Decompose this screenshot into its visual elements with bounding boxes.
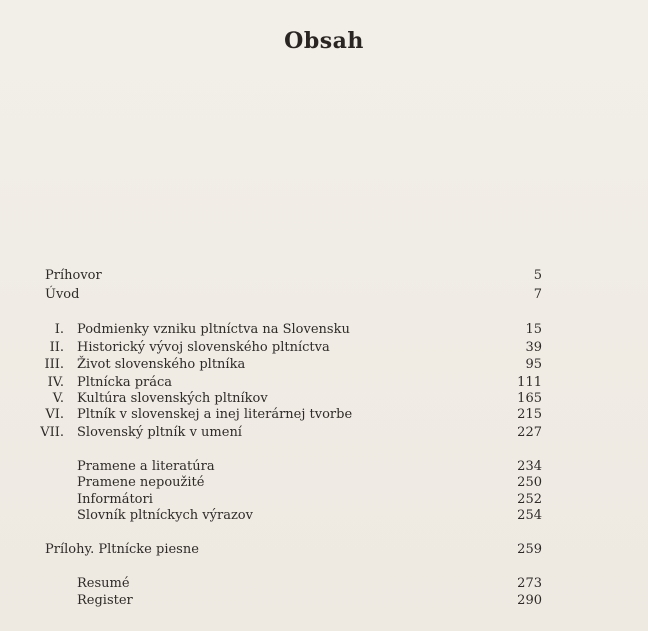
toc-entry-label: Slovník pltníckych výrazov <box>77 508 253 523</box>
toc-entry <box>0 474 648 492</box>
toc-entry-page: 95 <box>525 357 542 372</box>
toc-entry-label: Pramene nepoužité <box>77 475 205 490</box>
toc-entry-page: 39 <box>525 340 542 355</box>
toc-entry-page: 227 <box>517 425 542 440</box>
toc-entry-page: 252 <box>517 492 542 507</box>
page-title: Obsah <box>284 28 364 54</box>
toc-entry-label: Slovenský pltník v umení <box>77 425 242 440</box>
toc-entry-label: Pltnícka práca <box>77 375 173 390</box>
toc-entry-label: Úvod <box>45 287 80 302</box>
toc-entry <box>0 507 648 525</box>
toc-entry <box>0 424 648 442</box>
toc-entry <box>0 267 648 285</box>
toc-entry-label: Register <box>77 593 133 608</box>
toc-entry-number: V. <box>52 391 64 406</box>
toc-entry <box>0 286 648 304</box>
toc-entry-label: Podmienky vzniku pltníctva na Slovensku <box>77 322 350 337</box>
toc-entry <box>0 356 648 374</box>
toc-entry-number: VI. <box>45 407 64 422</box>
toc-entry-number: I. <box>54 322 64 337</box>
toc-entry-number: III. <box>44 357 64 372</box>
toc-entry-label: Pltník v slovenskej a inej literárnej tvorbe <box>77 407 353 422</box>
toc-entry-page: 7 <box>533 287 542 302</box>
toc-entry-page: 111 <box>517 375 542 390</box>
toc-entry-label: Život slovenského pltníka <box>77 357 246 372</box>
toc-entry <box>0 541 648 559</box>
toc-entry-page: 290 <box>517 593 542 608</box>
toc-entry-label: Pramene a literatúra <box>77 459 215 474</box>
toc-entry-number: II. <box>49 340 64 355</box>
toc-entry <box>0 575 648 593</box>
toc-entry-page: 259 <box>517 542 542 557</box>
toc-entry-label: Historický vývoj slovenského pltníctva <box>77 340 330 355</box>
toc-entry-label: Kultúra slovenských pltníkov <box>77 391 268 406</box>
toc-entry-page: 234 <box>517 459 542 474</box>
toc-entry-page: 273 <box>517 576 542 591</box>
toc-entry <box>0 339 648 357</box>
toc-entry-page: 250 <box>517 475 542 490</box>
toc-entry-number: VII. <box>40 425 64 440</box>
toc-entry-number: IV. <box>47 375 64 390</box>
toc-entry-page: 165 <box>517 391 542 406</box>
toc-entry-label: Prílohy. Pltnícke piesne <box>45 542 199 557</box>
toc-entry <box>0 321 648 339</box>
toc-entry-label: Príhovor <box>45 268 102 283</box>
toc-entry <box>0 406 648 424</box>
toc-entry-label: Resumé <box>77 576 130 591</box>
toc-entry-page: 215 <box>517 407 542 422</box>
toc-entry <box>0 592 648 610</box>
toc-entry-page: 254 <box>517 508 542 523</box>
toc-entry-label: Informátori <box>77 492 153 507</box>
toc-entry-page: 5 <box>533 268 542 283</box>
toc-entry-page: 15 <box>525 322 542 337</box>
